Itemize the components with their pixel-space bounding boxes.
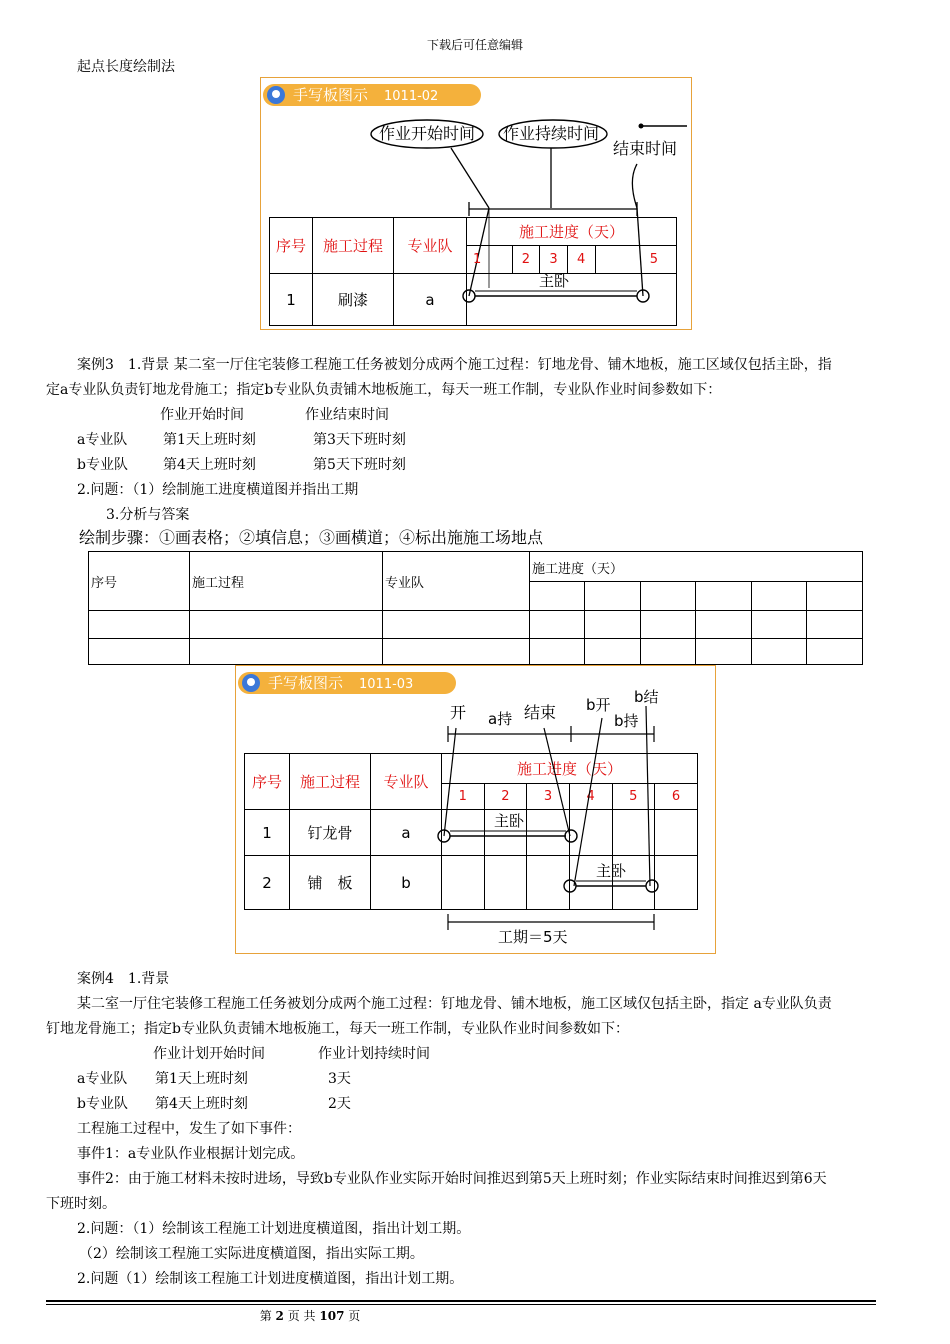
case4-question-3: 2.问题（1）绘制该工程施工计划进度横道图，指出计划工期。 xyxy=(77,1271,464,1287)
day-4: 4 xyxy=(567,246,595,274)
case4-question-1: 2.问题：（1）绘制该工程施工计划进度横道图，指出计划工期。 xyxy=(77,1221,471,1237)
case3-line1: 案例3 1.背景 某二室一厅住宅装修工程施工任务被划分成两个施工过程：钉地龙骨、铺木地板，施工区域仅包括主卧，指 xyxy=(77,357,832,373)
label-start-time: 作业开始时间 xyxy=(379,124,476,143)
blank-progress-table xyxy=(88,551,863,665)
case3-b-team: b专业队 xyxy=(77,457,128,473)
form-col-team: 专业队 xyxy=(383,552,530,611)
case4-event2-line1: 事件2：由于施工材料未按时进场，导致b专业队作业实际开始时间推迟到第5天上班时刻；作业实际结束时间推迟到第6天 xyxy=(77,1171,827,1187)
ann-b-dur: b持 xyxy=(614,712,639,730)
bar-label: 主卧 xyxy=(539,272,570,290)
figure-2-annotations xyxy=(236,666,715,953)
col-progress: 施工进度（天） xyxy=(467,218,677,246)
form-col-progress: 施工进度（天） xyxy=(530,552,863,582)
intro-text: 起点长度绘制法 xyxy=(77,59,175,75)
ann-open: 开 xyxy=(450,703,467,722)
case4-b-start: 第4天上班时刻 xyxy=(155,1096,248,1112)
case4-line1: 某二室一厅住宅装修工程施工任务被划分成两个施工过程：钉地龙骨、铺木地板，施工区域仅包括主卧，指定 a专业队负责 xyxy=(77,996,832,1012)
row2-team: b xyxy=(371,856,442,910)
day-2: 2 xyxy=(512,246,540,274)
ann-a-dur: a持 xyxy=(488,710,513,728)
row1-seq: 1 xyxy=(245,810,290,856)
row-process: 刷漆 xyxy=(313,274,394,326)
badge-title: 手写板图示 xyxy=(293,86,369,104)
col-seq: 序号 xyxy=(245,754,290,810)
day-5: 5 xyxy=(612,784,655,810)
col-process: 施工过程 xyxy=(290,754,371,810)
case3-a-end: 第3天下班时刻 xyxy=(313,432,406,448)
label-duration: 作业持续时间 xyxy=(503,124,600,143)
handwriting-figure-2 xyxy=(235,665,716,954)
case3-hdr-end: 作业结束时间 xyxy=(305,407,389,423)
label-end-time: 结束时间 xyxy=(613,139,678,158)
footer-page-number: 2 xyxy=(275,1309,284,1323)
col-team: 专业队 xyxy=(371,754,442,810)
case4-line2: 钉地龙骨施工；指定b专业队负责铺木地板施工，每天一班工作制，专业队作业时间参数如下： xyxy=(46,1021,629,1037)
footer-suffix: 页 xyxy=(348,1309,361,1323)
case3-steps: 绘制步骤：①画表格；②填信息；③画横道；④标出施施工场地点 xyxy=(79,528,544,547)
case3-hdr-start: 作业开始时间 xyxy=(160,407,244,423)
row2-process: 铺 板 xyxy=(290,856,371,910)
footer-rule xyxy=(46,1300,876,1302)
case3-analysis: 3.分析与答案 xyxy=(106,507,190,523)
day-1: 1 xyxy=(442,784,485,810)
case4-events-intro: 工程施工过程中，发生了如下事件： xyxy=(77,1121,301,1137)
row1-team: a xyxy=(371,810,442,856)
col-team: 专业队 xyxy=(394,218,467,274)
row-seq: 1 xyxy=(270,274,313,326)
case4-hdr-dur: 作业计划持续时间 xyxy=(318,1046,430,1062)
footer-rule-thin xyxy=(46,1304,876,1305)
ann-b-end: b结 xyxy=(634,688,659,706)
case4-hdr-start: 作业计划开始时间 xyxy=(153,1046,265,1062)
badge-title: 手写板图示 xyxy=(268,674,344,692)
day-3: 3 xyxy=(540,246,568,274)
case4-b-dur: 2天 xyxy=(328,1096,351,1112)
case3-b-end: 第5天下班时刻 xyxy=(313,457,406,473)
day-4: 4 xyxy=(569,784,612,810)
col-process: 施工过程 xyxy=(313,218,394,274)
badge-code: 1011-02 xyxy=(384,89,439,104)
case3-b-start: 第4天上班时刻 xyxy=(163,457,256,473)
figure-1-bar xyxy=(261,78,691,329)
duration-label: 工期＝5天 xyxy=(498,928,568,946)
day-1: 1 xyxy=(467,246,513,274)
row-team: a xyxy=(394,274,467,326)
case4-a-dur: 3天 xyxy=(328,1071,351,1087)
row2-bar-label: 主卧 xyxy=(596,862,627,880)
ann-end: 结束 xyxy=(524,703,557,722)
footer-middle: 页 共 xyxy=(287,1309,316,1323)
page-footer xyxy=(0,1307,620,1325)
case4-event1: 事件1：a专业队作业根据计划完成。 xyxy=(77,1146,305,1162)
ann-b-open: b开 xyxy=(586,696,611,714)
footer-total-pages: 107 xyxy=(319,1309,345,1323)
case3-line2: 定a专业队负责钉地龙骨施工；指定b专业队负责铺木地板施工，每天一班工作制，专业队作业时间参数如下： xyxy=(46,382,722,398)
case4-question-2: （2）绘制该工程施工实际进度横道图，指出实际工期。 xyxy=(79,1246,424,1262)
day-3: 3 xyxy=(527,784,570,810)
form-col-seq: 序号 xyxy=(89,552,190,611)
case3-a-start: 第1天上班时刻 xyxy=(163,432,256,448)
page-header: 下载后可任意编辑 xyxy=(426,38,523,52)
row1-process: 钉龙骨 xyxy=(290,810,371,856)
case4-event2-line2: 下班时刻。 xyxy=(46,1196,116,1212)
row1-bar-label: 主卧 xyxy=(494,812,525,830)
case3-a-team: a专业队 xyxy=(77,432,128,448)
col-seq: 序号 xyxy=(270,218,313,274)
day-5: 5 xyxy=(595,246,676,274)
day-2: 2 xyxy=(484,784,527,810)
case4-a-team: a专业队 xyxy=(77,1071,128,1087)
case4-title: 案例4 1.背景 xyxy=(77,971,170,987)
row2-seq: 2 xyxy=(245,856,290,910)
handwriting-figure-1 xyxy=(260,77,692,330)
col-progress: 施工进度（天） xyxy=(442,754,698,784)
day-6: 6 xyxy=(655,784,698,810)
form-col-process: 施工过程 xyxy=(190,552,383,611)
footer-prefix: 第 xyxy=(259,1309,272,1323)
case4-a-start: 第1天上班时刻 xyxy=(155,1071,248,1087)
case3-question: 2.问题：（1）绘制施工进度横道图并指出工期 xyxy=(77,482,359,498)
badge-code: 1011-03 xyxy=(359,677,414,692)
case4-b-team: b专业队 xyxy=(77,1096,128,1112)
